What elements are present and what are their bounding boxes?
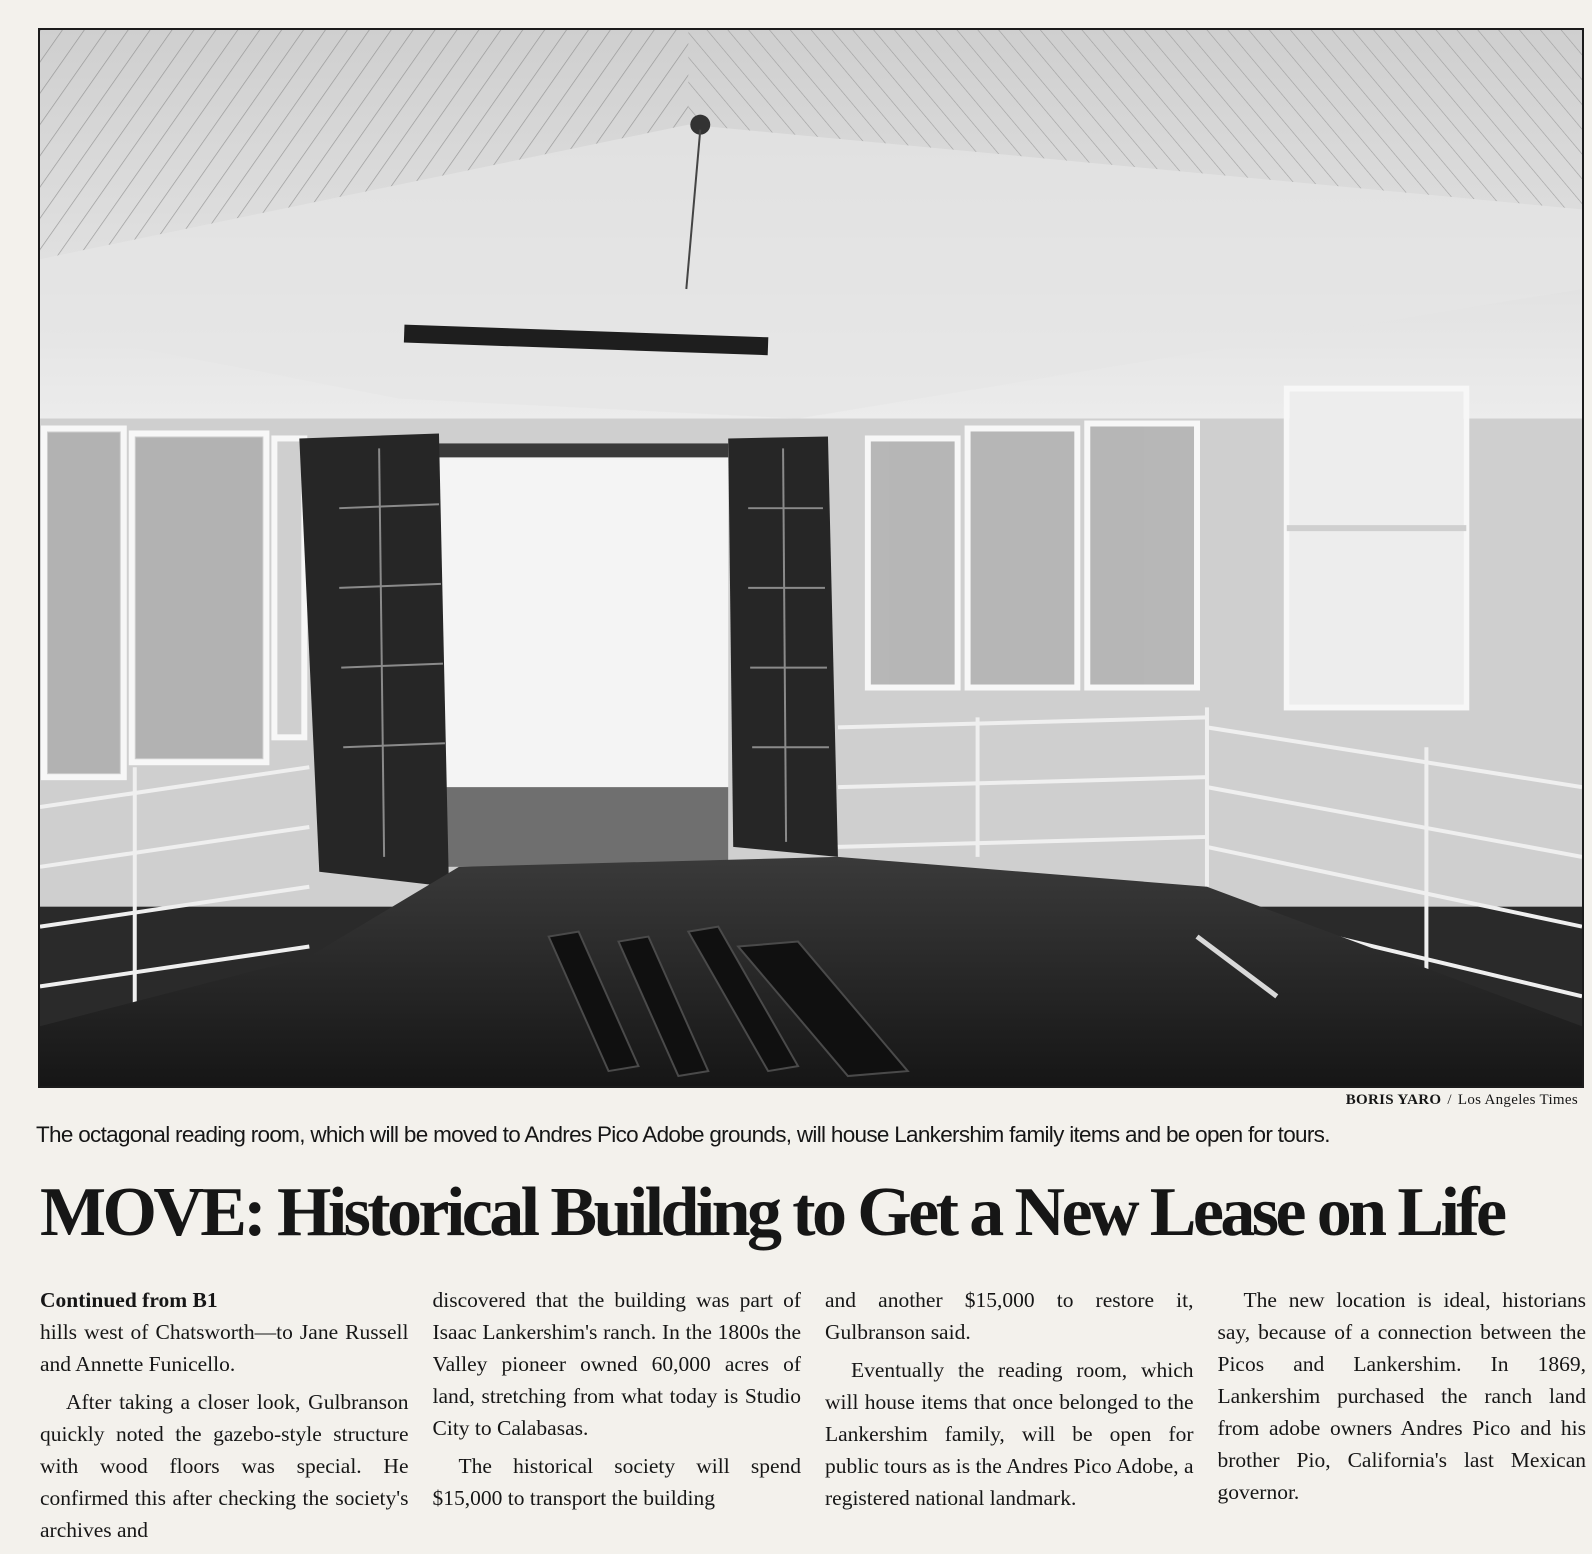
article-column-4 xyxy=(1218,1284,1587,1546)
credit-source: Los Angeles Times xyxy=(1457,1092,1578,1108)
photographer-name: BORIS YARO xyxy=(1345,1092,1442,1108)
paragraph: The new location is ideal, historians say, because of a connection between the Picos and Lankershim. In 1869, Lankershim purchased the ranch land from adobe owners Andres Pico and his brother Pio, California's last Mexican governor. xyxy=(1217,1288,1586,1504)
paragraph: After taking a closer look, Gulbranson quickly noted the gazebo-style structure with wood floors was special. He confirmed this after checking the society's archives and xyxy=(40,1390,409,1542)
jump-line: Continued from B1 xyxy=(40,1288,218,1312)
paragraph: hills west of Chatsworth—to Jane Russell and Annette Funicello. xyxy=(40,1320,409,1376)
paragraph: discovered that the building was part of Isaac Lankershim's ranch. In the 1800s the Valley pioneer owned 60,000 acres of land, stretching from what today is Studio City to Calabasas. xyxy=(432,1288,801,1440)
photo-credit xyxy=(1346,1092,1578,1109)
reading-room-photo xyxy=(38,28,1584,1088)
paragraph: Eventually the reading room, which will house items that once belonged to the Lankershim family, will be open for public tours as is the Andres Pico Adobe, a registered national landmark. xyxy=(825,1358,1194,1510)
photo-caption: The octagonal reading room, which will be moved to Andres Pico Adobe grounds, will house Lankershim family items and be open for tours. xyxy=(36,1122,1330,1147)
article-body xyxy=(40,1284,1586,1546)
article-column-1 xyxy=(40,1284,409,1546)
article-column-3 xyxy=(825,1284,1194,1546)
article-headline: MOVE: Historical Building to Get a New Lease on Life xyxy=(40,1174,1504,1251)
paragraph: and another $15,000 to restore it, Gulbranson said. xyxy=(825,1288,1194,1344)
paragraph: The historical society will spend $15,000 to transport the building xyxy=(432,1454,801,1510)
article-column-2 xyxy=(433,1284,802,1546)
credit-separator: / xyxy=(1447,1092,1452,1108)
